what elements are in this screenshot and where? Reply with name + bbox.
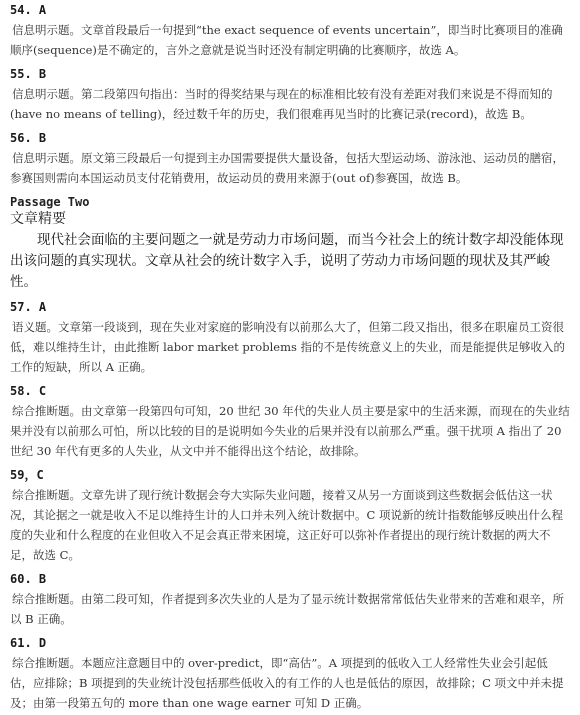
question-number: 60. B: [10, 572, 47, 586]
summary-text: 现代社会面临的主要问题之一就是劳动力市场问题，而当今社会上的统计数字却没能体现出该问题的真实现状。文章从社会的统计数字入手，说明了劳动力市场问题的现状及其严峻性。: [10, 232, 564, 290]
question-number: 57. A: [10, 300, 47, 314]
passage-title: Passage Two: [10, 195, 90, 209]
question-number: 56. B: [10, 131, 47, 145]
explanation-text: 综合推断题。本题应注意题目中的 over-predict，即“高估”。A 项提到的低收入工人经常性失业会引起低估，应排除；B 项提到的失业统计没包括那些低收入的有工作的人也是低估的原因，故排除；C 项文中并未提及；由第一段第五句的 more than one wage earner 可知 D 正确。: [10, 656, 564, 710]
summary-heading: 文章精要: [10, 211, 66, 227]
answer-item-54: [10, 2, 570, 60]
explanation-text: 语义题。文章第一段谈到，现在失业对家庭的影响没有以前那么大了，但第二段又指出，很多在职雇员工资很低，难以维持生计，由此推断 labor market problems 指的不是传统意义上的失业，而是能提供足够收入的工作的短缺，所以 A 正确。: [10, 320, 566, 374]
answer-item-57: [10, 299, 570, 377]
passage-two-section: [10, 194, 570, 293]
answer-item-59: [10, 467, 570, 565]
answer-item-55: [10, 66, 570, 124]
question-number: 61. D: [10, 636, 47, 650]
explanation-text: 信息明示题。原文第三段最后一句提到主办国需要提供大量设备，包括大型运动场、游泳池、运动员的膳宿，参赛国则需向本国运动员支付花销费用，故运动员的费用来源于(out of)参赛国，故选 B。: [10, 151, 564, 185]
answer-item-61: [10, 635, 570, 713]
question-number: 59，C: [10, 468, 44, 482]
answer-item-56: [10, 130, 570, 188]
explanation-text: 综合推断题。文章先讲了现行统计数据会夸大实际失业问题，接着又从另一方面谈到这些数据会低估这一状况，其论据之一就是收入不足以维持生计的人口并未列入统计数据中。C 项说新的统计指数能够反映出什么程度的失业和什么程度的在业但收入不足会真正带来困境，这正好可以弥补作者提出的现行统计数据的两大不足，故选 C。: [10, 488, 563, 562]
question-number: 55. B: [10, 67, 47, 81]
explanation-text: 综合推断题。由第二段可知，作者提到多次失业的人是为了显示统计数据常常低估失业带来的苦难和艰辛，所以 B 正确。: [10, 592, 564, 626]
answer-item-58: [10, 383, 570, 461]
question-number: 58. C: [10, 384, 47, 398]
explanation-text: 信息明示题。第二段第四句指出：当时的得奖结果与现在的标准相比较有没有差距对我们来说是不得而知的(have no means of telling)，经过数千年的历史，我们很难再见当时的比赛记录(record)，故选 B。: [10, 87, 553, 121]
question-number: 54. A: [10, 3, 47, 17]
explanation-text: 信息明示题。文章首段最后一句提到“the exact sequence of events uncertain”，即当时比赛项目的准确顺序(sequence)是不确定的，言外之意就是说当时还没有制定明确的比赛顺序，故选 A。: [10, 23, 563, 57]
explanation-text: 综合推断题。由文章第一段第四句可知，20 世纪 30 年代的失业人员主要是家中的生活来源，而现在的失业结果并没有以前那么可怕，所以比较的目的是说明如今失业的后果并没有以前那么严重。强干扰项 A 指出了 20 世纪 30 年代有更多的人失业，从文中并不能得出这个结论，故排除。: [10, 404, 570, 458]
answer-item-60: [10, 571, 570, 629]
